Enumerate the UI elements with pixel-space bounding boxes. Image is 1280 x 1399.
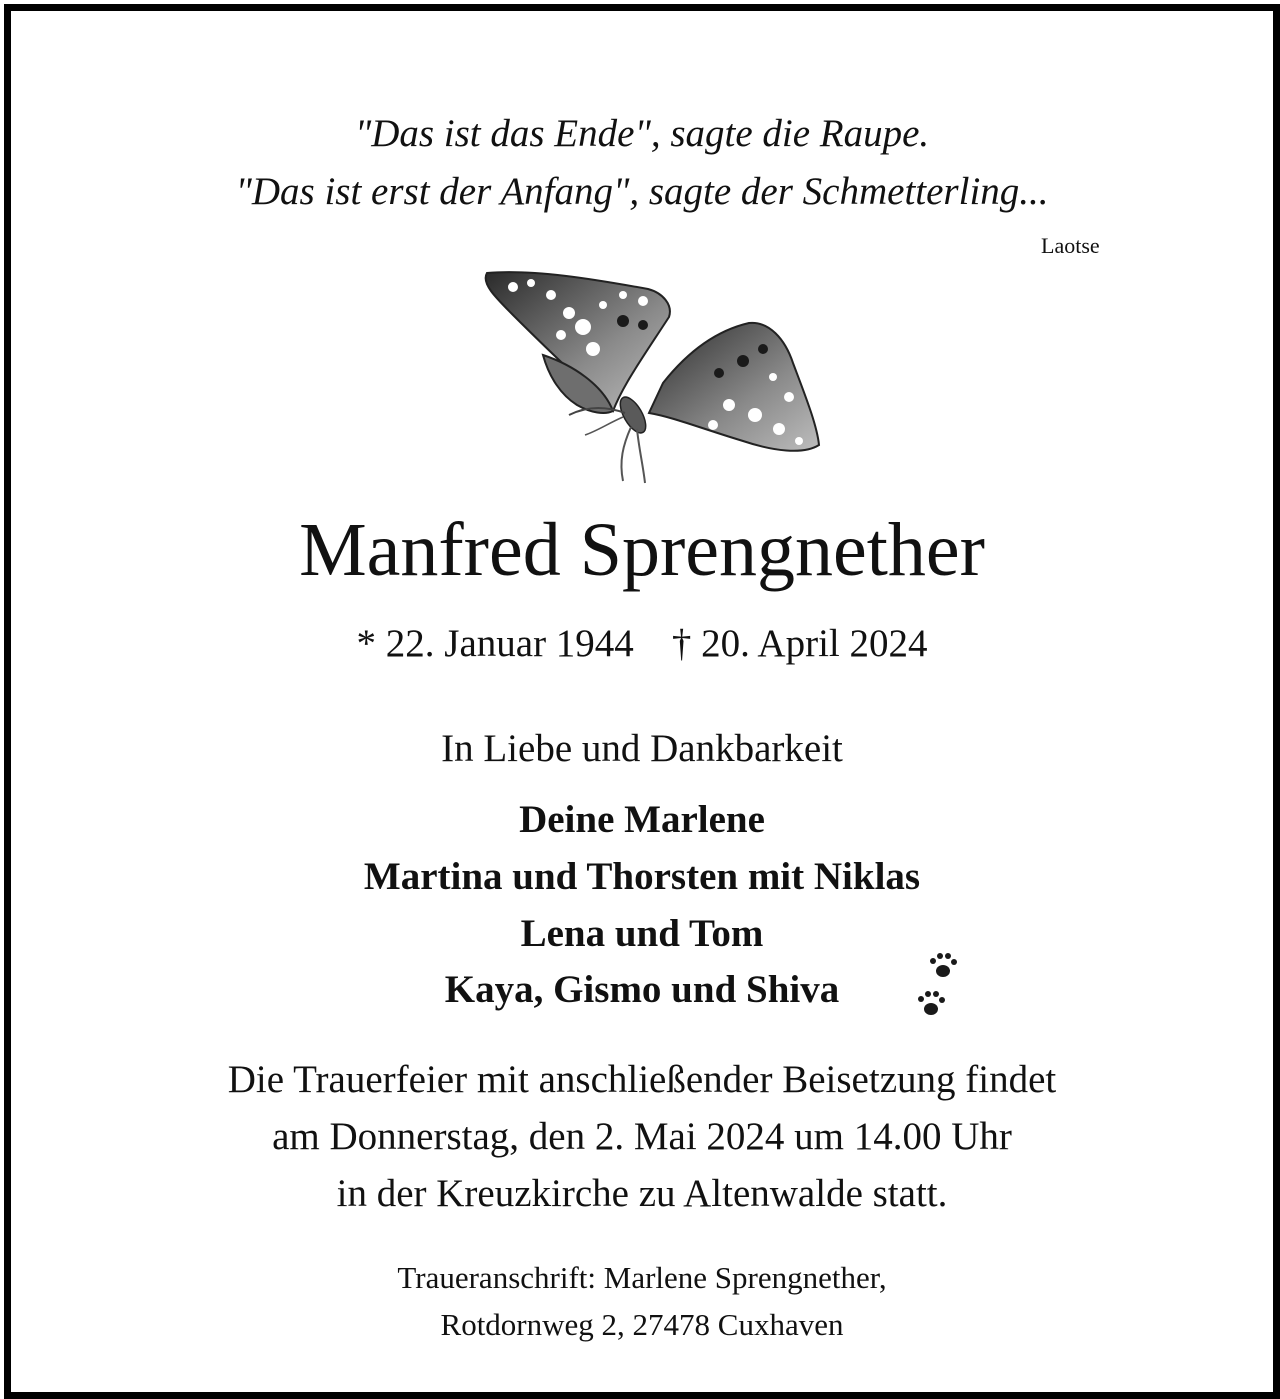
mourner-line: Deine Marlene — [519, 798, 765, 841]
butterfly-icon — [473, 265, 823, 487]
dedication: In Liebe und Dankbarkeit — [441, 727, 843, 770]
mourner-line: Martina und Thorsten mit Niklas — [363, 855, 921, 898]
address-line: Rotdornweg 2, 27478 Cuxhaven — [440, 1307, 844, 1342]
deceased-name: Manfred Sprengnether — [299, 508, 985, 592]
service-line: am Donnerstag, den 2. Mai 2024 um 14.00 Uhr — [272, 1115, 1012, 1158]
obituary-notice — [4, 4, 1280, 1399]
quote-line-2: "Das ist erst der Anfang", sagte der Schmetterling... — [235, 170, 1049, 213]
quote-author: Laotse — [1041, 233, 1100, 258]
mourner-line: Lena und Tom — [520, 912, 764, 955]
service-line: Die Trauerfeier mit anschließender Beisetzung findet — [227, 1058, 1057, 1101]
life-dates — [11, 621, 1273, 666]
quote-line-1: "Das ist das Ende", sagte die Raupe. — [354, 112, 930, 155]
address-line: Traueranschrift: Marlene Sprengnether, — [397, 1260, 887, 1295]
service-line: in der Kreuzkirche zu Altenwalde statt. — [336, 1172, 948, 1215]
death-date: † 20. April 2024 — [671, 622, 928, 665]
birth-date: * 22. Januar 1944 — [356, 622, 634, 665]
mourner-line: Kaya, Gismo und Shiva — [444, 968, 840, 1011]
paw-prints-icon — [909, 949, 971, 1029]
